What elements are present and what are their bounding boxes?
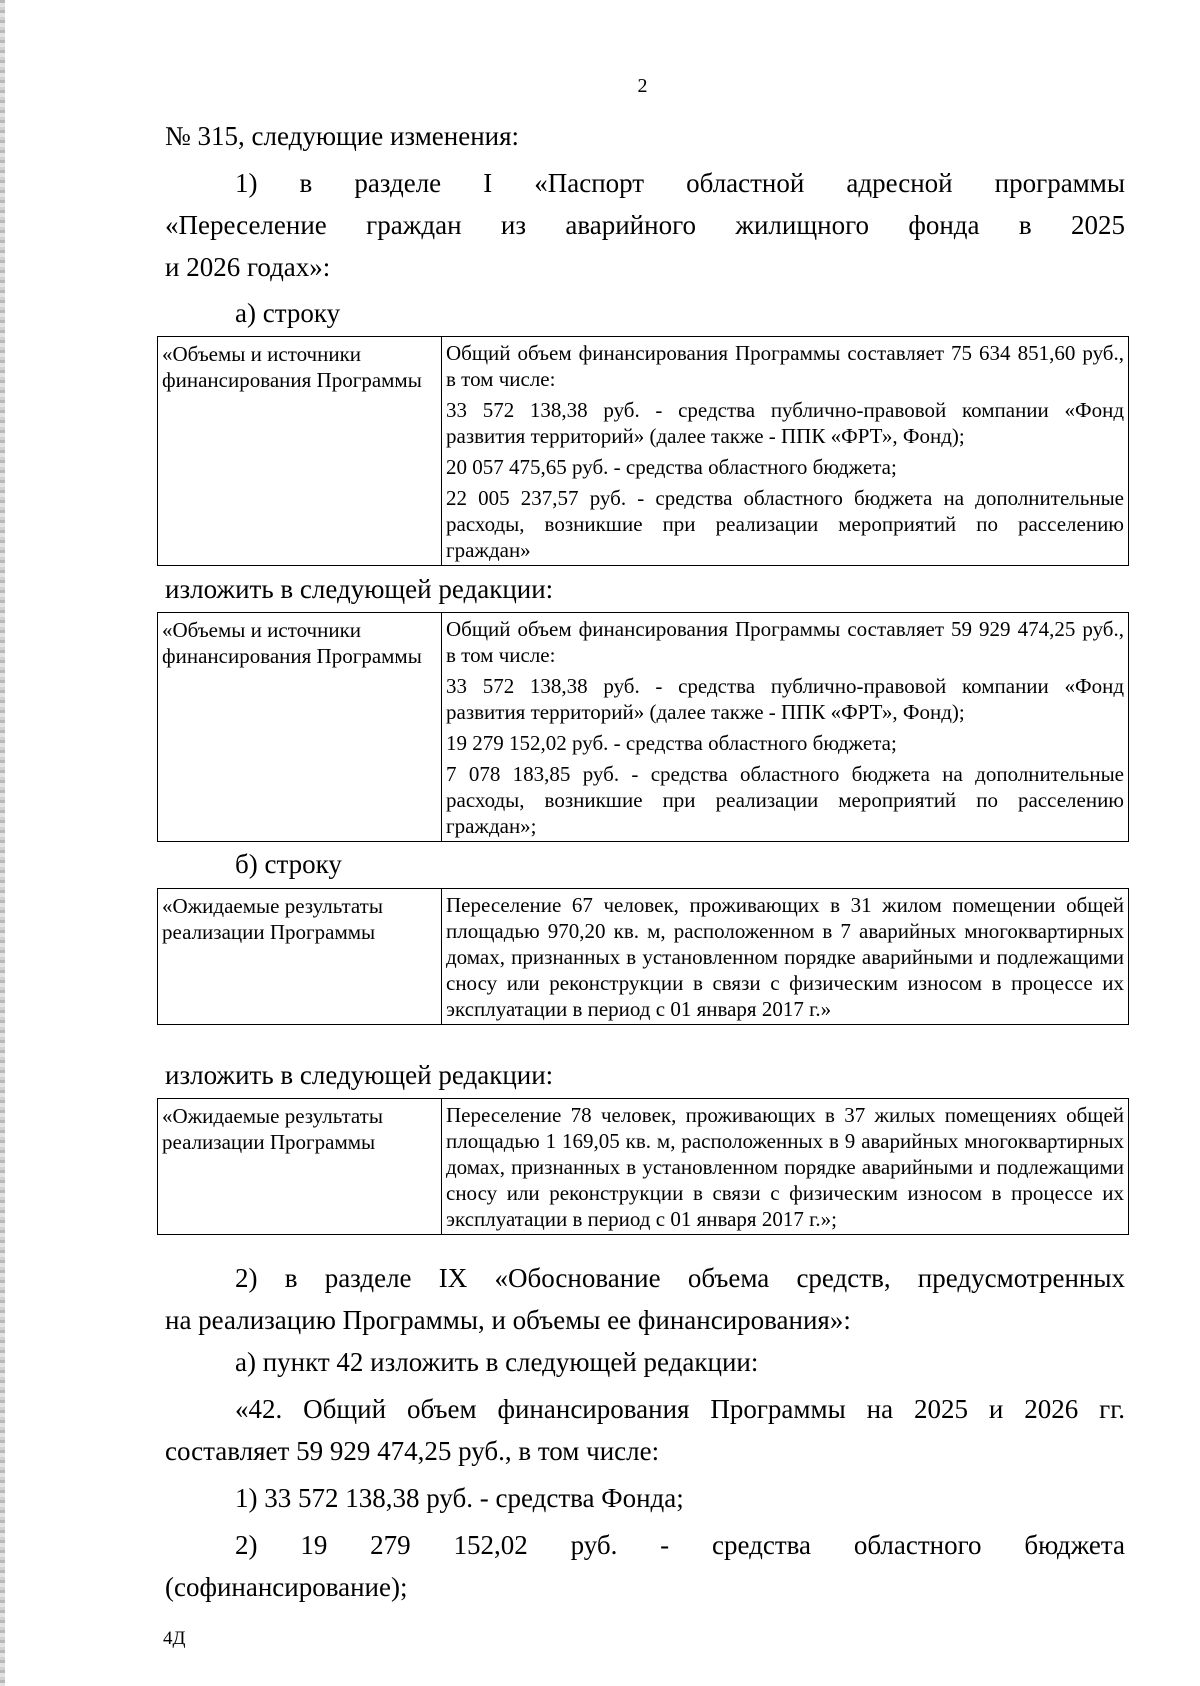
restate-line-2: изложить в следующей редакции: bbox=[165, 1060, 554, 1090]
item1-line3: и 2026 годах»: bbox=[165, 252, 331, 282]
sub-a-label: а) строку bbox=[235, 298, 341, 328]
p42-item1: 1) 33 572 138,38 руб. - средства Фонда; bbox=[235, 1483, 684, 1513]
table3-right-text: Переселение 67 человек, проживающих в 31 жилом помещении общей площадью 970,20 кв. м, расположенном в 7 аварийных многоквартирных домах, признанных в установленном порядке аварийными и подлежащими сносу или реконструкции в связи с физическим износом в процессе их эксплуатации в период с 01 января 2017 г.» bbox=[446, 893, 1124, 1021]
item2-line2: на реализацию Программы, и объемы ее финансирования»: bbox=[165, 1305, 851, 1335]
table1-row-regional: 20 057 475,65 руб. - средства областного бюджета; bbox=[446, 455, 897, 479]
table2-row-additional: 7 078 183,85 руб. - средства областного бюджета на дополнительные расходы, возникшие при реализации мероприятий по расселению граждан»; bbox=[446, 762, 1124, 838]
table3-left-cell: «Ожидаемые результаты реализации Программы bbox=[158, 889, 442, 1025]
table4-left-cell: «Ожидаемые результаты реализации Программы bbox=[158, 1099, 442, 1235]
item2a-line: а) пункт 42 изложить в следующей редакции: bbox=[235, 1347, 759, 1377]
table2-right-cell bbox=[442, 613, 1129, 842]
p42-item2-line2: (софинансирование); bbox=[165, 1572, 408, 1602]
table4-right-cell bbox=[442, 1099, 1129, 1235]
table1-row-fund: 33 572 138,38 руб. - средства публично-правовой компании «Фонд развития территорий» (далее также - ППК «ФРТ», Фонд); bbox=[446, 398, 1124, 448]
intro-line: № 315, следующие изменения: bbox=[165, 121, 520, 151]
table3-right-cell bbox=[442, 889, 1129, 1025]
table1-row-total: Общий объем финансирования Программы составляет 75 634 851,60 руб., в том числе: bbox=[446, 341, 1124, 391]
table2-row-fund: 33 572 138,38 руб. - средства публично-правовой компании «Фонд развития территорий» (далее также - ППК «ФРТ», Фонд); bbox=[446, 674, 1124, 724]
p42-item2-line1: 2) 19 279 152,02 руб. - средства областного бюджета bbox=[235, 1530, 1125, 1560]
table4-right-text: Переселение 78 человек, проживающих в 37 жилых помещениях общей площадью 1 169,05 кв. м, расположенных в 9 аварийных многоквартирных домах, признанных в установленном порядке аварийными и подлежащими сносу или реконструкции в связи с физическим износом в процессе их эксплуатации в период с 01 января 2017 г.»; bbox=[446, 1103, 1124, 1231]
item2-line1: 2) в разделе IX «Обоснование объема средств, предусмотренных bbox=[235, 1263, 1125, 1293]
p42-line1: «42. Общий объем финансирования Программы на 2025 и 2026 гг. bbox=[235, 1394, 1125, 1424]
results-table-new bbox=[157, 1098, 1129, 1235]
table1-left-cell: «Объемы и источники финансирования Программы bbox=[158, 337, 442, 566]
table1-row-additional: 22 005 237,57 руб. - средства областного бюджета на дополнительные расходы, возникшие при реализации мероприятий по расселению граждан» bbox=[446, 486, 1124, 562]
table2-row-total: Общий объем финансирования Программы составляет 59 929 474,25 руб., в том числе: bbox=[446, 617, 1124, 667]
results-table-old bbox=[157, 888, 1129, 1025]
restate-line-1: изложить в следующей редакции: bbox=[165, 574, 554, 604]
table2-row-regional: 19 279 152,02 руб. - средства областного бюджета; bbox=[446, 731, 897, 755]
financing-table-new bbox=[157, 612, 1129, 842]
financing-table-old bbox=[157, 336, 1129, 566]
item1-line1: 1) в разделе I «Паспорт областной адресной программы bbox=[235, 168, 1125, 198]
item1-line2: «Переселение граждан из аварийного жилищного фонда в 2025 bbox=[165, 210, 1125, 240]
footer-code: 4Д bbox=[163, 1628, 186, 1649]
sub-b-label: б) строку bbox=[235, 849, 342, 879]
table1-right-cell bbox=[442, 337, 1129, 566]
page-number: 2 bbox=[637, 75, 648, 97]
table2-left-cell: «Объемы и источники финансирования Программы bbox=[158, 613, 442, 842]
p42-line2: составляет 59 929 474,25 руб., в том числе: bbox=[165, 1436, 660, 1466]
